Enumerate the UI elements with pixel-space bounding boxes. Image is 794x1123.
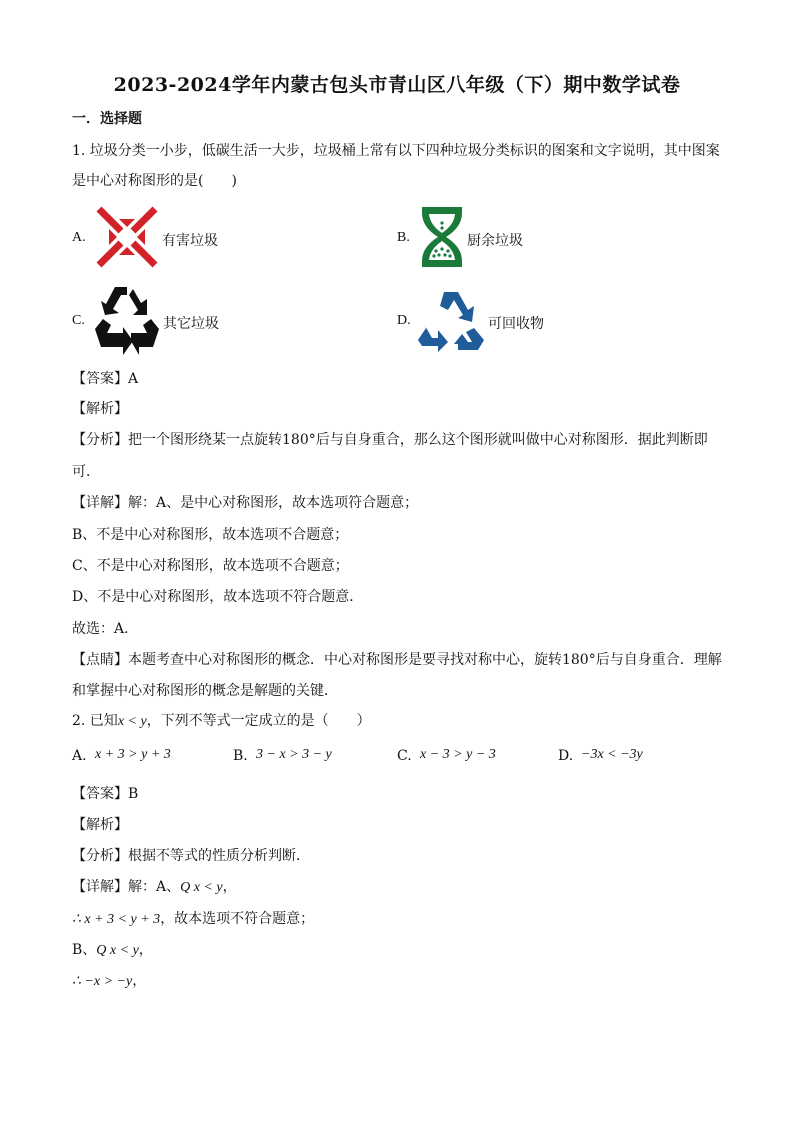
q2-detail3-math: Q x < y xyxy=(96,943,139,958)
q1-detail-line: 故选：A． xyxy=(72,621,139,637)
q1-option-b-label: 厨余垃圾 xyxy=(467,233,523,249)
q1-option-b-letter: B. xyxy=(397,230,410,245)
q1-detail-line: D、不是中心对称图形，故本选项不符合题意． xyxy=(72,589,364,605)
q1-option-c-letter: C. xyxy=(72,313,85,328)
q2-stem xyxy=(72,710,371,733)
q1-option-a-label: 有害垃圾 xyxy=(162,233,218,249)
q2-option-c-expr: x − 3 > y − 3 xyxy=(420,747,496,762)
q2-detail1-suffix: ， xyxy=(222,879,237,895)
q2-option-a-letter: A. xyxy=(72,748,87,764)
q1-analysis-line1: 【分析】把一个图形绕某一点旋转180°后与自身重合，那么这个图形就叫做中心对称图形．据此判断即 xyxy=(72,432,708,448)
q2-detail-line1 xyxy=(72,876,237,899)
q2-detail4-suffix: ， xyxy=(132,973,147,989)
q1-option-a-letter: A. xyxy=(72,230,86,245)
q1-stem-line1: 1. 垃圾分类一小步，低碳生活一大步，垃圾桶上常有以下四种垃圾分类标识的图案和文字说明，其中图案 xyxy=(72,143,720,159)
q1-stem-line2: 是中心对称图形的是( ) xyxy=(72,173,237,189)
recyclable-icon xyxy=(418,288,486,352)
q2-detail3-suffix: ， xyxy=(138,942,153,958)
q1-answer: 【答案】A xyxy=(72,371,139,387)
q2-stem-suffix: ，下列不等式一定成立的是（ ） xyxy=(146,713,371,729)
q1-option-d-letter: D. xyxy=(397,313,411,328)
q2-detail2-math: ∴ x + 3 < y + 3 xyxy=(72,912,161,927)
q1-option-c-label: 其它垃圾 xyxy=(163,316,219,332)
q2-detail2-suffix: ，故本选项不符合题意； xyxy=(160,911,315,927)
q2-detail4-math: ∴ −x > −y xyxy=(72,974,133,989)
q2-answer: 【答案】B xyxy=(72,786,139,802)
q2-analysis: 【分析】根据不等式的性质分析判断． xyxy=(72,848,310,864)
q1-analysis-heading: 【解析】 xyxy=(72,401,128,417)
page-title: 2023-2024学年内蒙古包头市青山区八年级（下）期中数学试卷 xyxy=(113,74,681,96)
q2-option-d-letter: D. xyxy=(558,748,574,764)
q2-option-d-expr: −3x < −3y xyxy=(581,747,643,762)
section-heading: 一．选择题 xyxy=(72,111,142,127)
hazardous-waste-icon xyxy=(95,205,159,269)
kitchen-waste-icon xyxy=(418,205,466,269)
q1-detail-line: B、不是中心对称图形，故本选项不合题意； xyxy=(72,527,349,543)
q2-stem-prefix: 2. 已知 xyxy=(72,713,118,729)
q2-detail-line3 xyxy=(72,939,153,962)
q1-detail-line: C、不是中心对称图形，故本选项不合题意； xyxy=(72,558,349,574)
q2-option-b-letter: B. xyxy=(233,748,248,764)
q2-detail-line4 xyxy=(72,970,146,993)
q2-detail1-math: Q x < y xyxy=(180,880,223,895)
other-waste-icon xyxy=(93,285,161,357)
q1-comment-line1: 【点睛】本题考查中心对称图形的概念．中心对称图形是要寻找对称中心，旋转180°后与自身重合．理解 xyxy=(72,652,722,668)
q2-stem-math: x < y xyxy=(117,714,147,729)
q1-comment-line2: 和掌握中心对称图形的概念是解题的关键． xyxy=(72,683,338,699)
q2-detail1-prefix: 【详解】解：A、 xyxy=(72,879,181,895)
q1-detail-line: 【详解】解：A、是中心对称图形，故本选项符合题意； xyxy=(72,495,419,511)
q1-analysis-line2: 可． xyxy=(72,464,100,480)
q2-analysis-heading: 【解析】 xyxy=(72,817,128,833)
q2-detail-line2 xyxy=(72,908,314,931)
q2-detail3-prefix: B、 xyxy=(72,942,97,958)
q2-option-a-expr: x + 3 > y + 3 xyxy=(95,747,171,762)
q2-option-c-letter: C. xyxy=(397,748,412,764)
q1-option-d-label: 可回收物 xyxy=(488,316,544,332)
q2-option-b-expr: 3 − x > 3 − y xyxy=(256,747,332,762)
